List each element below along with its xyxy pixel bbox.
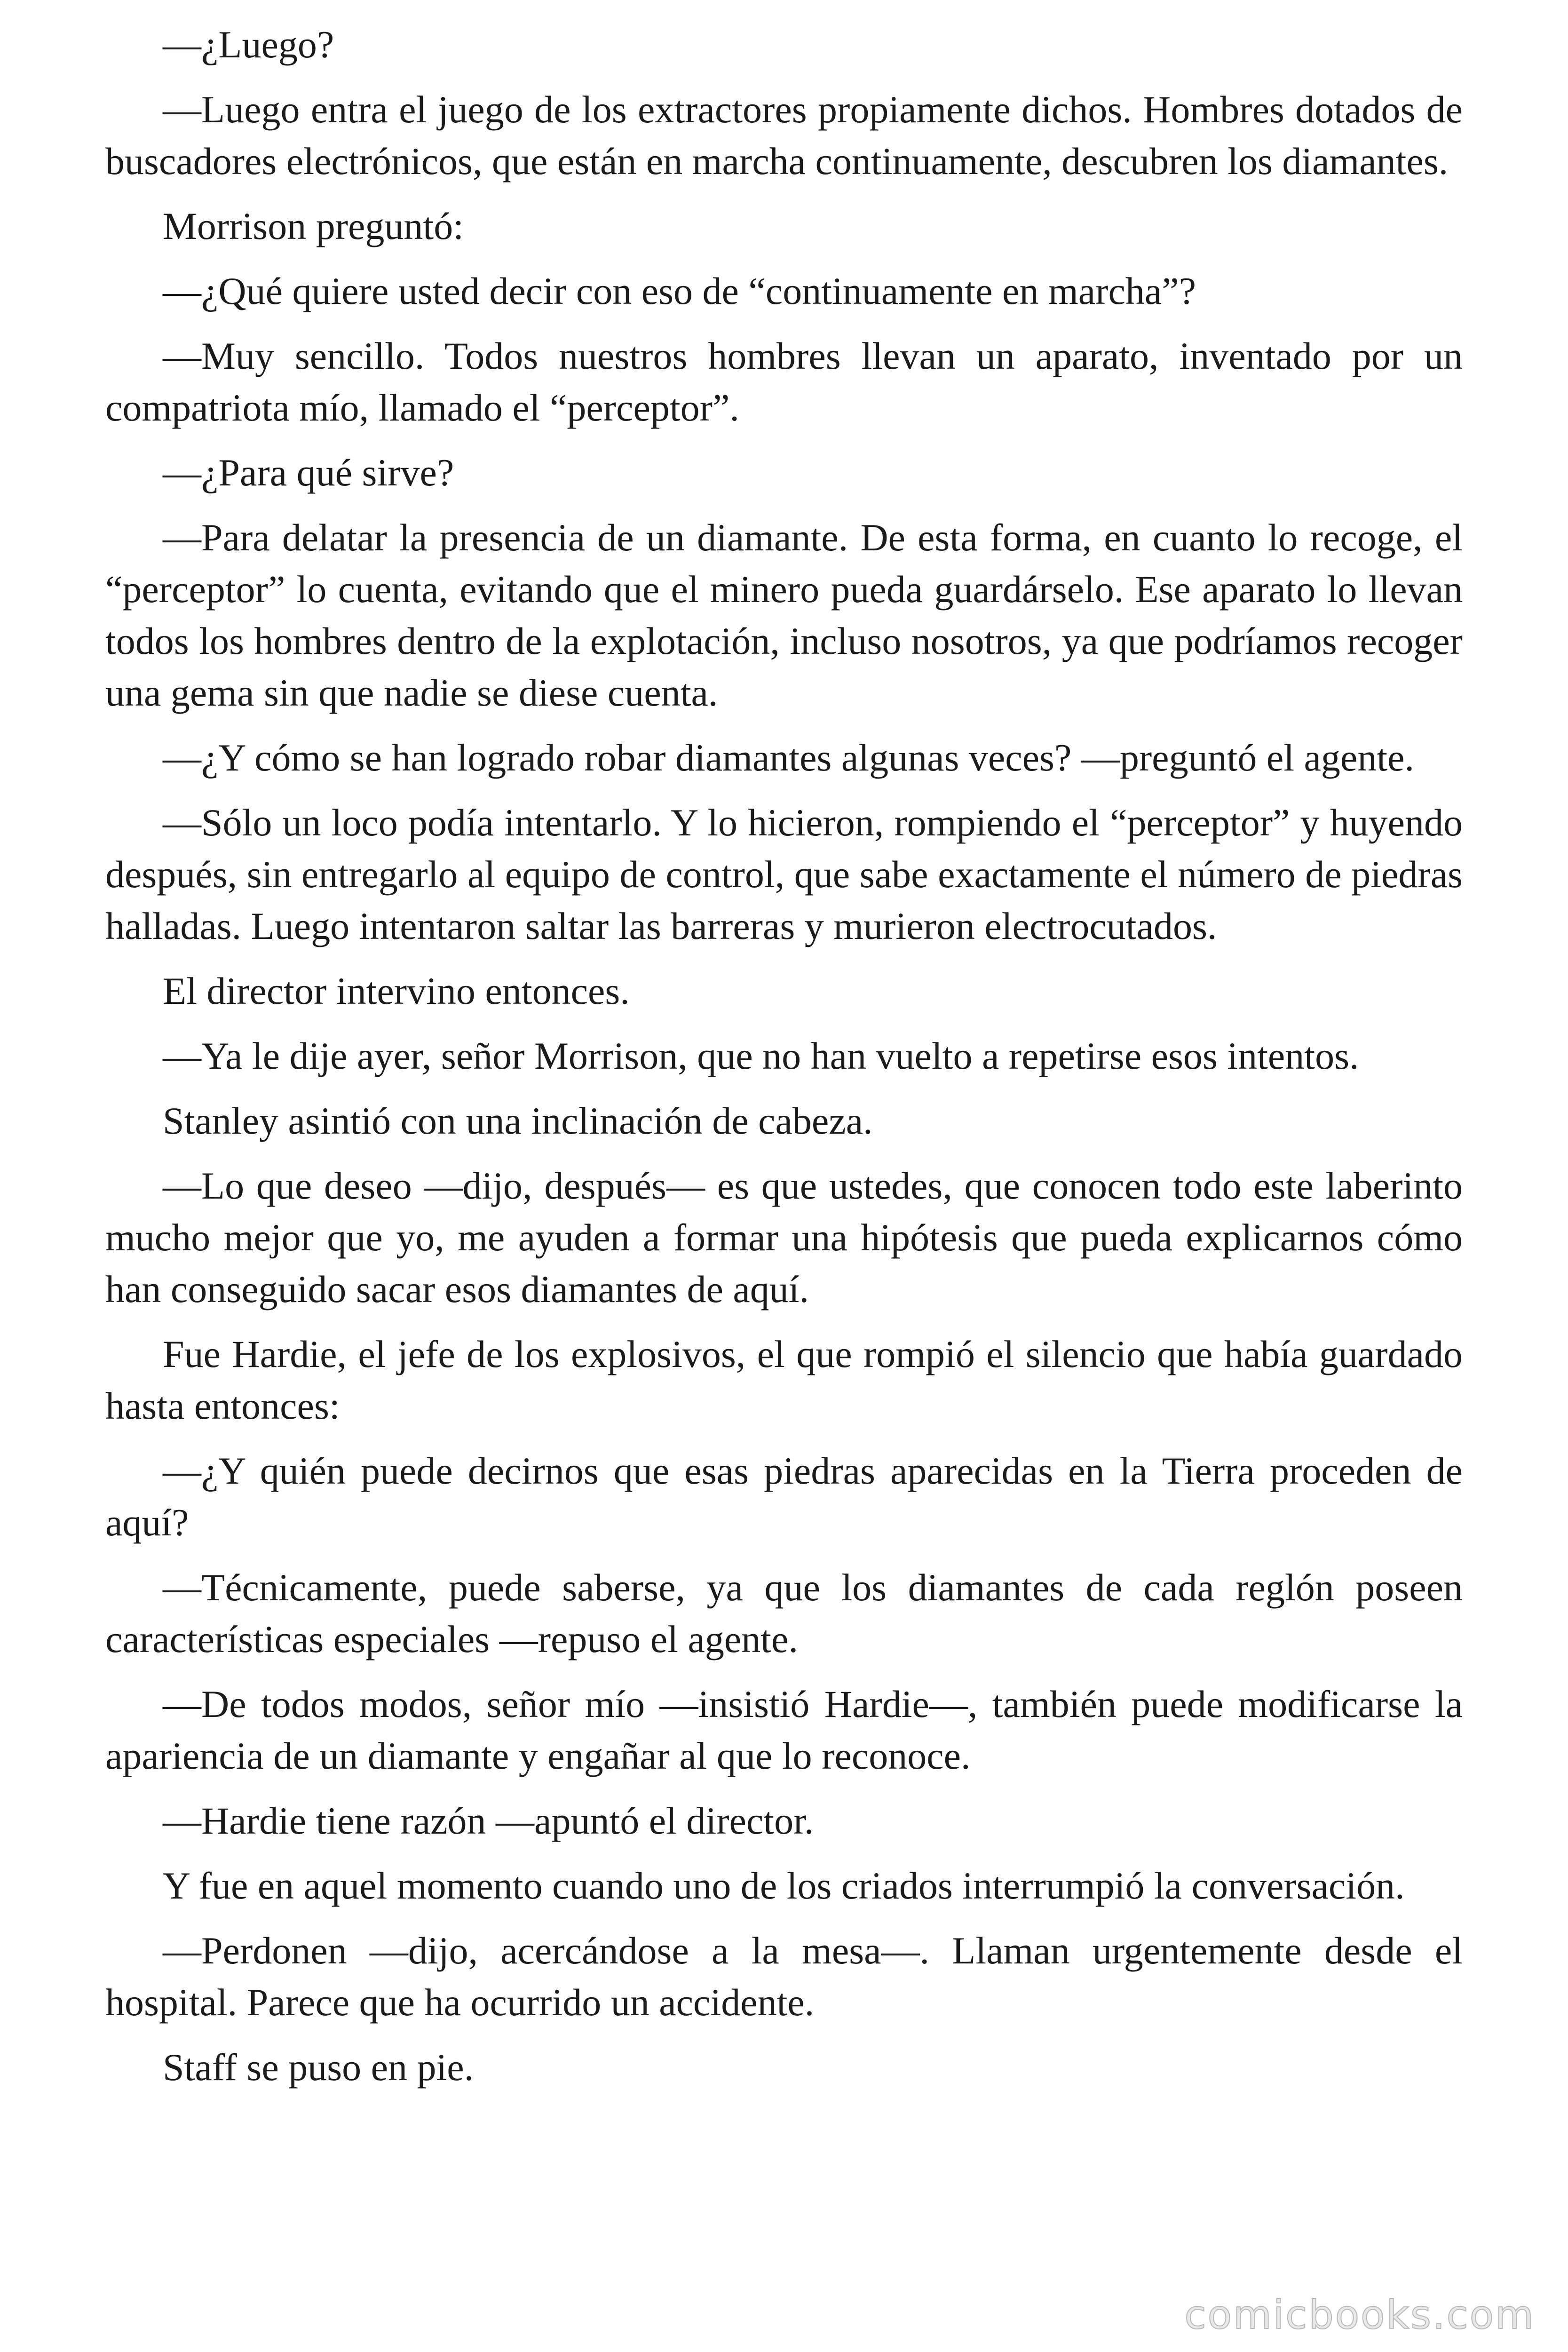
paragraph: —Ya le dije ayer, señor Morrison, que no han vuelto a repetirse esos intentos. (163, 1034, 1359, 1077)
paragraph: —Para delatar la presencia de un diamante. De esta forma, en cuanto lo recoge, el “perceptor” lo cuenta, evitando que el minero pueda guardárselo. Ese aparato lo llevan todos los hombres dentro de la explotación, incluso nosotros, ya que podríamos recoger una gema sin que nadie se diese cuenta. (105, 516, 1463, 714)
paragraph: —Muy sencillo. Todos nuestros hombres llevan un aparato, inventado por un compatriota mío, llamado el “perceptor”. (105, 334, 1463, 429)
paragraph: Fue Hardie, el jefe de los explosivos, el que rompió el silencio que había guardado hasta entonces: (105, 1333, 1463, 1427)
paragraph: —De todos modos, señor mío —insistió Hardie—, también puede modificarse la apariencia de un diamante y engañar al que lo reconoce. (105, 1683, 1463, 1777)
paragraph: —Luego entra el juego de los extractores propiamente dichos. Hombres dotados de buscadores electrónicos, que están en marcha continuamente, descubren los diamantes. (105, 88, 1463, 183)
watermark: comicbooks.com (1184, 2292, 1535, 2338)
paragraph: —¿Para qué sirve? (163, 451, 454, 494)
paragraph: —¿Y cómo se han logrado robar diamantes algunas veces? —preguntó el agente. (163, 736, 1414, 779)
paragraph: —Lo que deseo —dijo, después— es que ustedes, que conocen todo este laberinto mucho mejor que yo, me ayuden a formar una hipótesis que pueda explicarnos cómo han conseguido sacar esos diamantes de aquí. (105, 1164, 1463, 1311)
paragraph: —Perdonen —dijo, acercándose a la mesa—. Llaman urgentemente desde el hospital. Parece que ha ocurrido un accidente. (105, 1929, 1463, 2024)
paragraph: Stanley asintió con una inclinación de cabeza. (163, 1099, 873, 1142)
paragraph: Y fue en aquel momento cuando uno de los criados interrumpió la conversación. (163, 1864, 1405, 1907)
page-body (105, 19, 1463, 2106)
paragraph: —¿Luego? (163, 23, 334, 66)
paragraph: —¿Qué quiere usted decir con eso de “continuamente en marcha”? (163, 270, 1196, 312)
paragraph: —¿Y quién puede decirnos que esas piedras aparecidas en la Tierra proceden de aquí? (105, 1449, 1463, 1544)
paragraph: —Técnicamente, puede saberse, ya que los diamantes de cada reglón poseen características especiales —repuso el agente. (105, 1566, 1463, 1661)
paragraph: Morrison preguntó: (163, 205, 464, 247)
paragraph: —Hardie tiene razón —apuntó el director. (163, 1799, 814, 1842)
paragraph: —Sólo un loco podía intentarlo. Y lo hicieron, rompiendo el “perceptor” y huyendo después, sin entregarlo al equipo de control, que sabe exactamente el número de piedras halladas. Luego intentaron saltar las barreras y murieron electrocutados. (105, 801, 1463, 947)
paragraph: Staff se puso en pie. (163, 2046, 474, 2089)
paragraph: El director intervino entonces. (163, 969, 630, 1012)
